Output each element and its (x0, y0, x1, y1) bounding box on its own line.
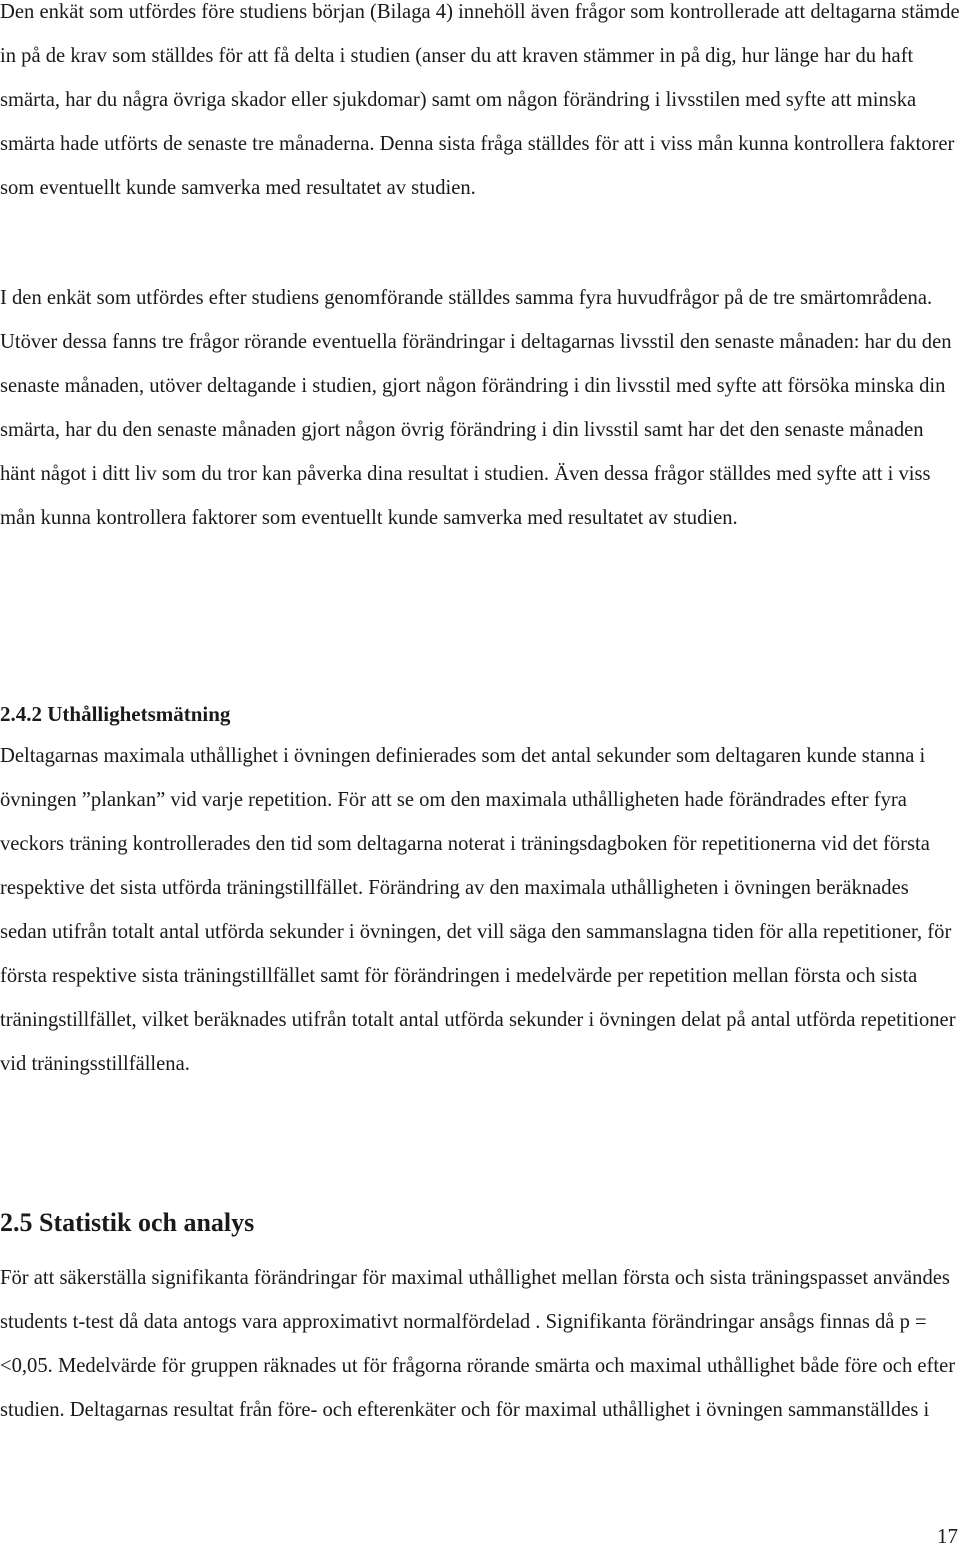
page-number: 17 (937, 1524, 958, 1548)
paragraph-statistics-analysis: För att säkerställa signifikanta förändringar för maximal uthållighet mellan första och sista träningspasset användes students t-test då data antogs vara approximativt normalfördelad . Signifikanta förändringar ansågs finnas då p = <0,05. Medelvärde för gruppen räknades ut för frågorna rörande smärta och maximal uthållighet både före och efter studien. Deltagarnas resultat från före- och efterenkäter och för maximal uthållighet i övningen sammanställdes i (0, 1267, 956, 1421)
paragraph-pre-study-survey: Den enkät som utfördes före studiens början (Bilaga 4) innehöll även frågor som kontrollerade att deltagarna stämde in på de krav som ställdes för att få delta i studien (anser du att kraven stämmer in på dig, hur länge har du haft smärta, har du några övriga skador eller sjukdomar) samt om någon förändring i livsstilen med syfte att minska smärta hade utförts de senaste tre månaderna. Denna sista fråga ställdes för att i viss mån kunna kontrollera faktorer som eventuellt kunde samverka med resultatet av studien. (0, 1, 960, 199)
paragraph-post-study-survey: I den enkät som utfördes efter studiens genomförande ställdes samma fyra huvudfrågor på de tre smärtområdena. Utöver dessa fanns tre frågor rörande eventuella förändringar i deltagarnas livsstil den senaste månaden: har du den senaste månaden, utöver deltagande i studien, gjort någon förändring i din livsstil med syfte att försöka minska din smärta, har du den senaste månaden gjort någon övrig förändring i din livsstil samt har det den senaste månaden hänt något i ditt liv som du tror kan påverka dina resultat i studien. Även dessa frågor ställdes med syfte att i viss mån kunna kontrollera faktorer som eventuellt kunde samverka med resultatet av studien. (0, 287, 952, 529)
heading-endurance-measurement: 2.4.2 Uthållighetsmätning (0, 702, 231, 726)
paragraph-endurance-measurement: Deltagarnas maximala uthållighet i övningen definierades som det antal sekunder som deltagaren kunde stanna i övningen ”plankan” vid varje repetition. För att se om den maximala uthålligheten hade förändrades efter fyra veckors träning kontrollerades den tid som deltagarna noterat i träningsdagboken för repetitionerna vid det första respektive det sista utförda träningstillfället. Förändring av den maximala uthålligheten i övningen beräknades sedan utifrån totalt antal utförda sekunder i övningen, det vill säga den sammanslagna tiden för alla repetitioner, för första respektive sista träningstillfället samt för förändringen i medelvärde per repetition mellan första och sista träningstillfället, vilket beräknades utifrån totalt antal utförda sekunder i övningen delat på antal utförda repetitioner vid träningsstillfällena. (0, 745, 956, 1075)
heading-statistics-analysis: 2.5 Statistik och analys (0, 1208, 255, 1237)
